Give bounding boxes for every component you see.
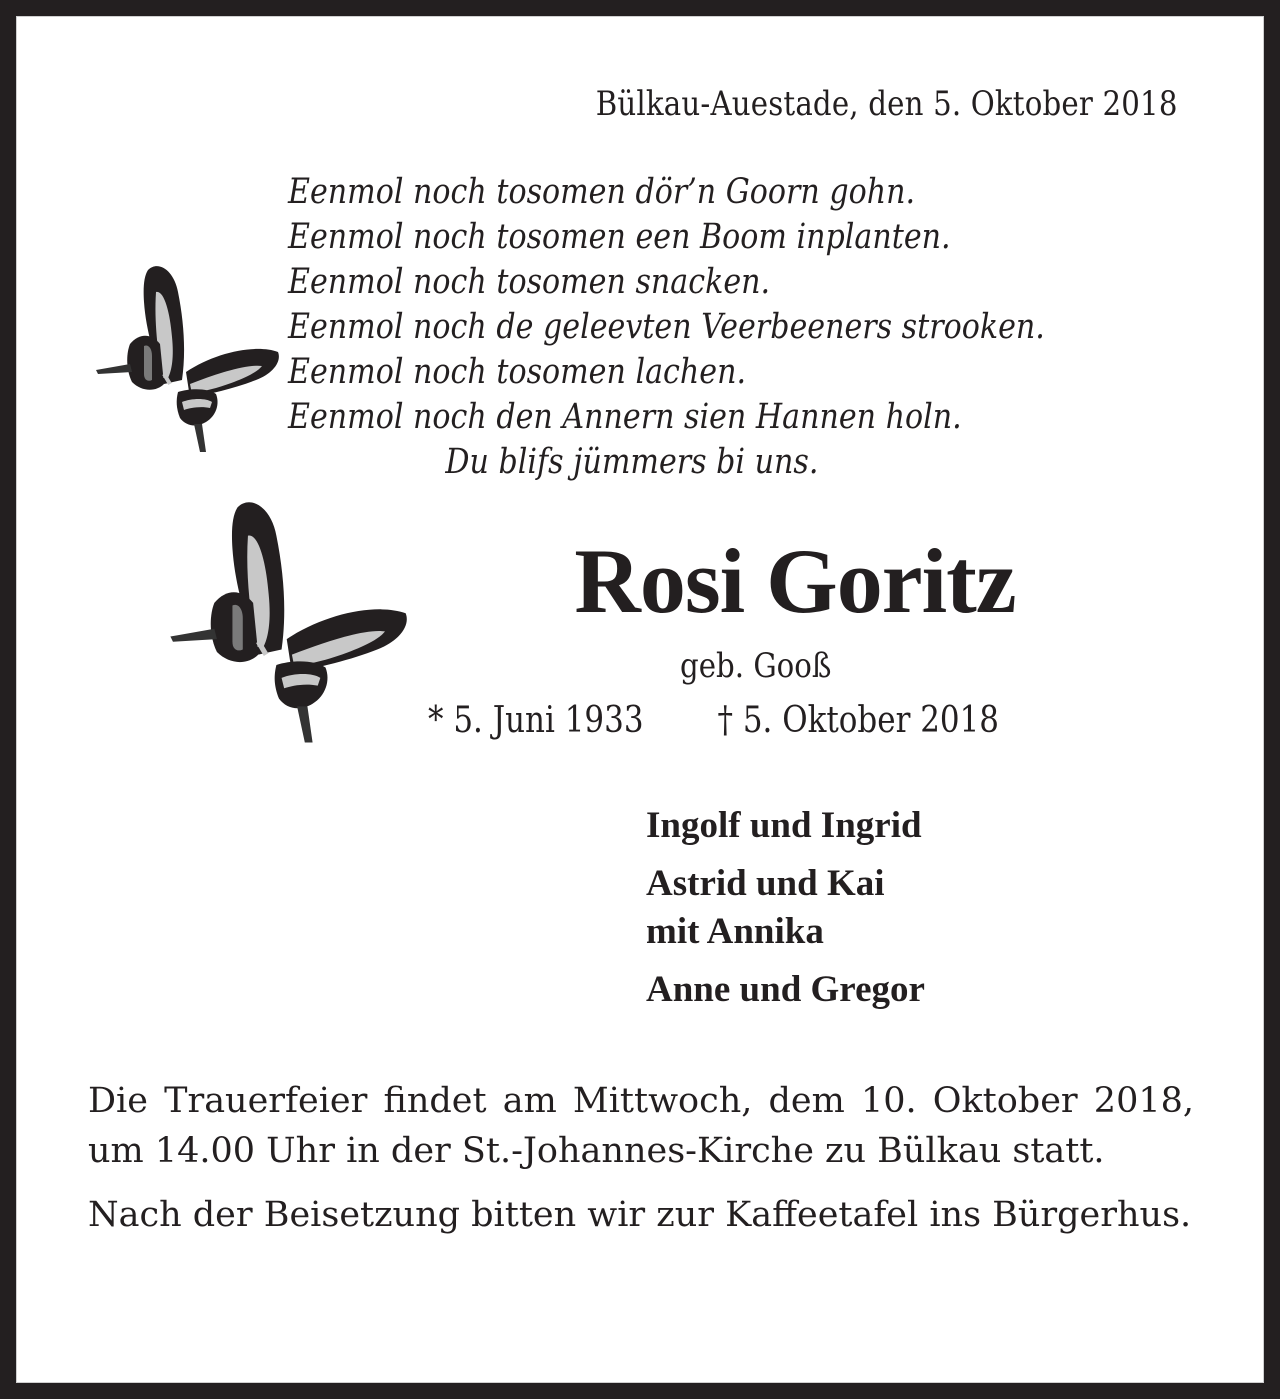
deceased-name: Rosi Goritz: [574, 530, 1016, 632]
poem-line: Eenmol noch tosomen een Boom inplanten.: [288, 217, 951, 257]
mourner-line: Anne und Gregor: [646, 969, 925, 1010]
poem-line: Eenmol noch den Annern sien Hannen holn.: [288, 397, 962, 437]
obituary-notice: [16, 16, 1264, 1383]
service-info: [88, 1076, 1194, 1254]
poem-line: Eenmol noch tosomen lachen.: [288, 352, 747, 392]
poem-closing: Du blifs jümmers bi uns.: [445, 442, 819, 482]
death-date: † 5. Oktober 2018: [717, 700, 999, 741]
mourner-group: [646, 802, 925, 850]
poem: [288, 170, 1045, 485]
poem-line: Eenmol noch tosomen snacken.: [288, 262, 771, 302]
life-dates: [428, 700, 999, 741]
mourner-line: Astrid und Kai: [646, 863, 885, 904]
reception-paragraph: Nach der Beisetzung bitten wir zur Kaffeetafel ins Bürgerhus.: [88, 1195, 1192, 1235]
mourners-list: [646, 802, 925, 1024]
funeral-service-paragraph: Die Trauerfeier findet am Mittwoch, dem 10. Oktober 2018, um 14.00 Uhr in der St.-Johannes-Kirche zu Bülkau statt.: [88, 1081, 1194, 1171]
mourner-group: [646, 966, 925, 1014]
birth-date: * 5. Juni 1933: [428, 700, 644, 741]
mourner-line: mit Annika: [646, 911, 824, 952]
poem-line: Eenmol noch tosomen dör’n Goorn gohn.: [288, 172, 916, 212]
butterfly-icon: [86, 252, 281, 457]
mourner-line: Ingolf und Ingrid: [646, 805, 922, 846]
mourner-group: [646, 860, 925, 956]
maiden-name: geb. Gooß: [680, 646, 832, 686]
place-date: Bülkau-Auestade, den 5. Oktober 2018: [596, 84, 1178, 124]
poem-line: Eenmol noch de geleevten Veerbeeners strooken.: [288, 307, 1045, 347]
